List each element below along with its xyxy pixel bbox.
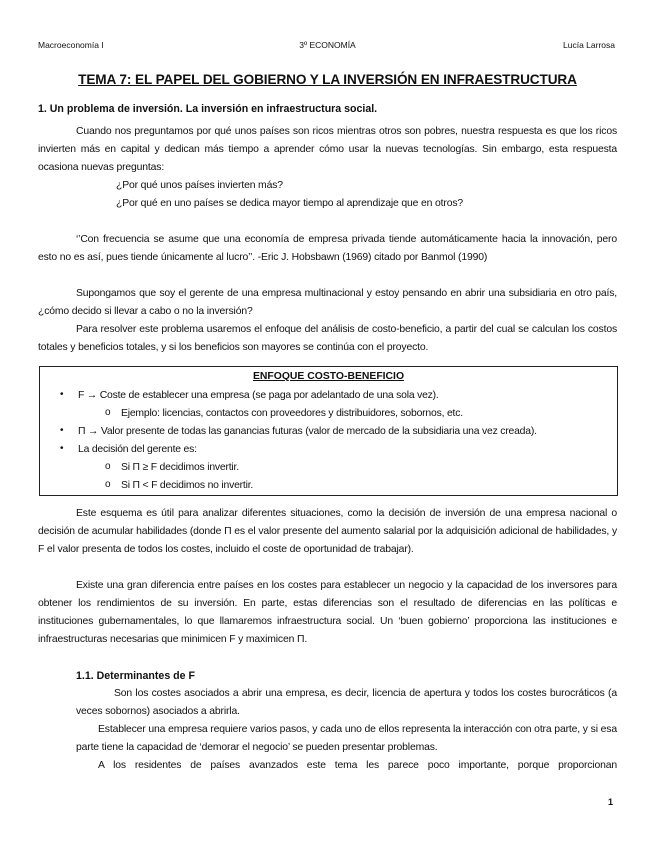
paragraph-cost-benefit: Para resolver este problema usaremos el enfoque del análisis de costo-beneficio, a partir del cual se calculan los costos totales y beneficios totales, y si los beneficios son mayores se continúa con el proyecto. [38, 324, 617, 353]
bullet-icon: • [60, 443, 64, 454]
header-author: Lucía Larrosa [563, 40, 615, 50]
bullet-icon: • [60, 389, 64, 400]
box-item-f: F → Coste de establecer una empresa (se paga por adelantado de una sola vez). [78, 390, 439, 401]
paragraph-advanced-countries: A los residentes de países avanzados este tema les parece poco importante, porque proporcionan [98, 760, 617, 771]
quote-hobsbawn: ‘’Con frecuencia se asume que una economía de empresa privada tiende automáticamente hacia la innovación, pero esto no es así, pues tiende únicamente al lucro’’. -Eric J. Hobsbawn (1969) citado por Banmol (1990) [38, 234, 617, 263]
page-title: TEMA 7: EL PAPEL DEL GOBIERNO Y LA INVERSIÓN EN INFRAESTRUCTURA [78, 72, 577, 87]
sub-bullet-icon: o [105, 461, 111, 472]
section-1-1-heading: 1.1. Determinantes de F [76, 670, 195, 682]
paragraph-determinants: Son los costes asociados a abrir una empresa, es decir, licencia de apertura y todos los costes burocráticos (a veces sobornos) asociados a abrirla. [76, 688, 617, 717]
question-2: ¿Por qué en uno países se dedica mayor tiempo al aprendizaje que en otros? [116, 198, 464, 209]
section-1-heading: 1. Un problema de inversión. La inversión en infraestructura social. [38, 103, 378, 115]
box-item-invest: Si Π ≥ F decidimos invertir. [121, 462, 239, 473]
paragraph-manager: Supongamos que soy el gerente de una empresa multinacional y estoy pensando en abrir una subsidiaria en otro país, ¿cómo decido si llevar a cabo o no la inversión? [38, 288, 617, 317]
header-degree: 3º ECONOMÍA [299, 40, 356, 50]
sub-bullet-icon: o [105, 479, 111, 490]
paragraph-scheme: Este esquema es útil para analizar diferentes situaciones, como la decisión de inversión de una empresa nacional o decisión de acumular habilidades (donde Π es el valor presente del aumento salarial por la adquisición adicional de habilidades, y F el valor presenta de todos los costes, incluido el coste de oportunidad de trabajar). [38, 508, 617, 555]
box-item-f-example: Ejemplo: licencias, contactos con proveedores y distribuidores, sobornos, etc. [121, 408, 463, 419]
header-course: Macroeconomía I [38, 40, 104, 50]
page-number: 1 [607, 797, 613, 807]
sub-bullet-icon: o [105, 407, 111, 418]
cost-benefit-box [39, 366, 618, 496]
paragraph-social-infrastructure: Existe una gran diferencia entre países en los costes para establecer un negocio y la capacidad de los inversores para obtener los rendimientos de su inversión. En parte, estas diferencias son el resultado de diferencias en las políticas e instituciones gubernamentales, lo que llamaremos infraestructura social. Un ‘buen gobierno’ proporciona las instituciones e infraestructuras necesarias que minimicen F y maximicen Π. [38, 580, 617, 645]
box-item-decision: La decisión del gerente es: [78, 444, 197, 455]
box-item-no-invest: Si Π < F decidimos no invertir. [121, 480, 254, 491]
paragraph-intro: Cuando nos preguntamos por qué unos países son ricos mientras otros son pobres, nuestra respuesta es que los ricos invierten más en capital y dedican más tiempo a aprender cómo usar la nuevas tecnologías. Sin embargo, esta respuesta ocasiona nuevas preguntas: [38, 126, 617, 173]
paragraph-steps: Establecer una empresa requiere varios pasos, y cada uno de ellos representa la interacción con otra parte, y si esa parte tiene la capacidad de ‘demorar el negocio’ se pueden presentar problemas. [76, 724, 617, 753]
box-title: ENFOQUE COSTO-BENEFICIO [252, 371, 405, 382]
box-item-pi: Π → Valor presente de todas las ganancias futuras (valor de mercado de la subsidiaria una vez creada). [78, 426, 537, 437]
bullet-icon: • [60, 425, 64, 436]
question-1: ¿Por qué unos países invierten más? [116, 180, 283, 191]
